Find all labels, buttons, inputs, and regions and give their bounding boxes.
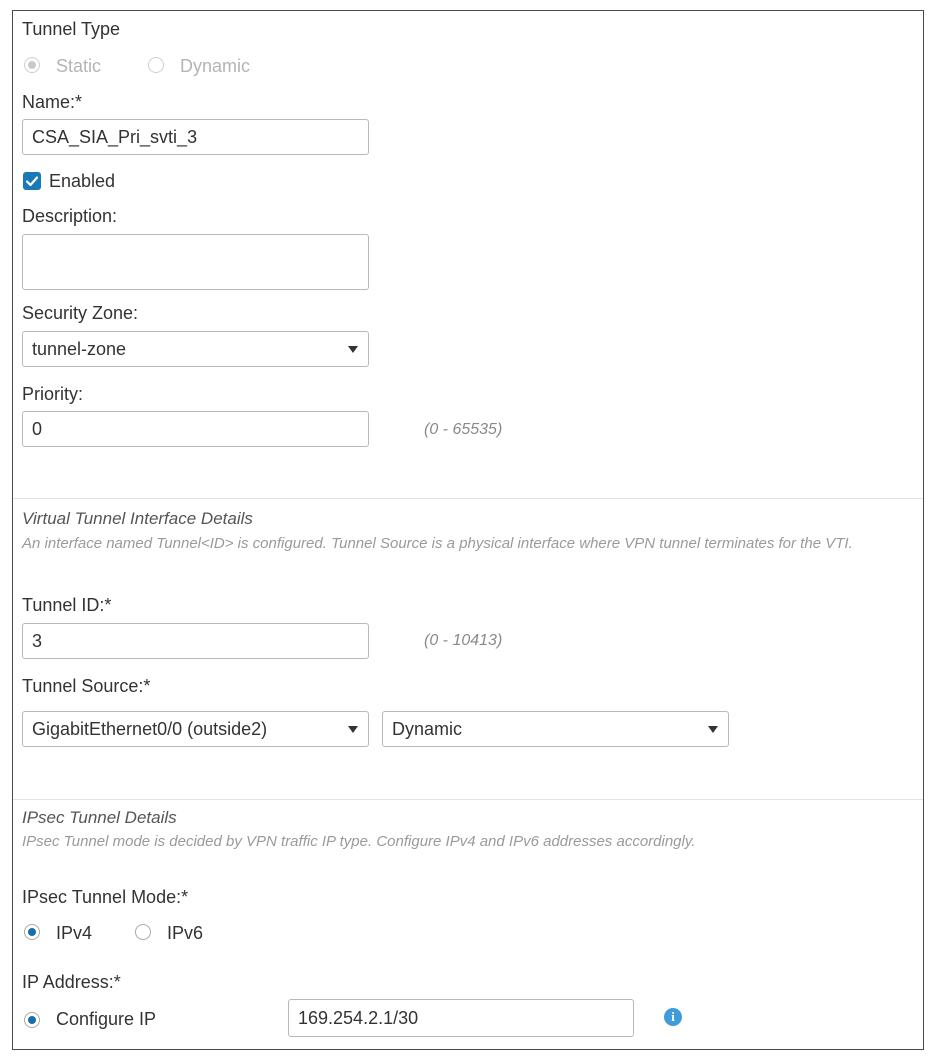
- radio-static-label: Static: [56, 56, 102, 76]
- chevron-down-icon: [348, 346, 358, 353]
- name-input[interactable]: [22, 119, 369, 155]
- radio-ipv6[interactable]: [135, 924, 151, 940]
- ipsec-section-title: IPsec Tunnel Details: [22, 808, 177, 827]
- tunnel-source-interface-select[interactable]: [22, 711, 369, 747]
- chevron-down-icon: [348, 726, 358, 733]
- radio-configure-ip[interactable]: [24, 1012, 40, 1028]
- ip-address-label: IP Address:*: [22, 972, 121, 992]
- name-label: Name:*: [22, 92, 83, 112]
- section-divider: [13, 498, 923, 499]
- radio-ipv4[interactable]: [24, 924, 40, 940]
- info-icon[interactable]: i: [664, 1008, 682, 1026]
- tunnel-form-panel: [12, 10, 924, 1050]
- checkmark-icon: [23, 172, 41, 190]
- tunnel-id-range-hint: (0 - 10413): [424, 632, 503, 649]
- tunnel-id-label: Tunnel ID:*: [22, 595, 112, 615]
- chevron-down-icon: [708, 726, 718, 733]
- ipsec-mode-label: IPsec Tunnel Mode:*: [22, 887, 189, 907]
- enabled-label: Enabled: [49, 171, 116, 191]
- radio-static: [24, 57, 40, 73]
- radio-ipv4-label: IPv4: [56, 923, 93, 943]
- ipsec-section-description: IPsec Tunnel mode is decided by VPN traffic IP type. Configure IPv4 and IPv6 addresses accordingly.: [22, 833, 696, 850]
- priority-input[interactable]: [22, 411, 369, 447]
- security-zone-label: Security Zone:: [22, 303, 139, 323]
- description-textarea[interactable]: [22, 234, 369, 290]
- tunnel-source-label: Tunnel Source:*: [22, 676, 151, 696]
- radio-ipv6-label: IPv6: [167, 923, 204, 943]
- tunnel-source-interface-value: GigabitEthernet0/0 (outside2): [32, 719, 268, 739]
- security-zone-value: tunnel-zone: [32, 339, 127, 359]
- tunnel-id-input[interactable]: [22, 623, 369, 659]
- enabled-checkbox[interactable]: [23, 172, 41, 190]
- description-label: Description:: [22, 206, 118, 226]
- ip-address-input[interactable]: [288, 999, 634, 1037]
- section-divider: [13, 799, 923, 800]
- tunnel-type-label: Tunnel Type: [22, 19, 121, 39]
- vti-section-title: Virtual Tunnel Interface Details: [22, 509, 253, 528]
- priority-label: Priority:: [22, 384, 84, 404]
- radio-configure-ip-label: Configure IP: [56, 1009, 157, 1029]
- radio-dynamic: [148, 57, 164, 73]
- vti-section-description: An interface named Tunnel<ID> is configured. Tunnel Source is a physical interface where VPN tunnel terminates for the VTI.: [22, 535, 853, 552]
- tunnel-source-address-value: Dynamic: [392, 719, 463, 739]
- priority-range-hint: (0 - 65535): [424, 421, 503, 438]
- security-zone-select[interactable]: [22, 331, 369, 367]
- tunnel-source-address-select[interactable]: [382, 711, 729, 747]
- radio-dynamic-label: Dynamic: [180, 56, 251, 76]
